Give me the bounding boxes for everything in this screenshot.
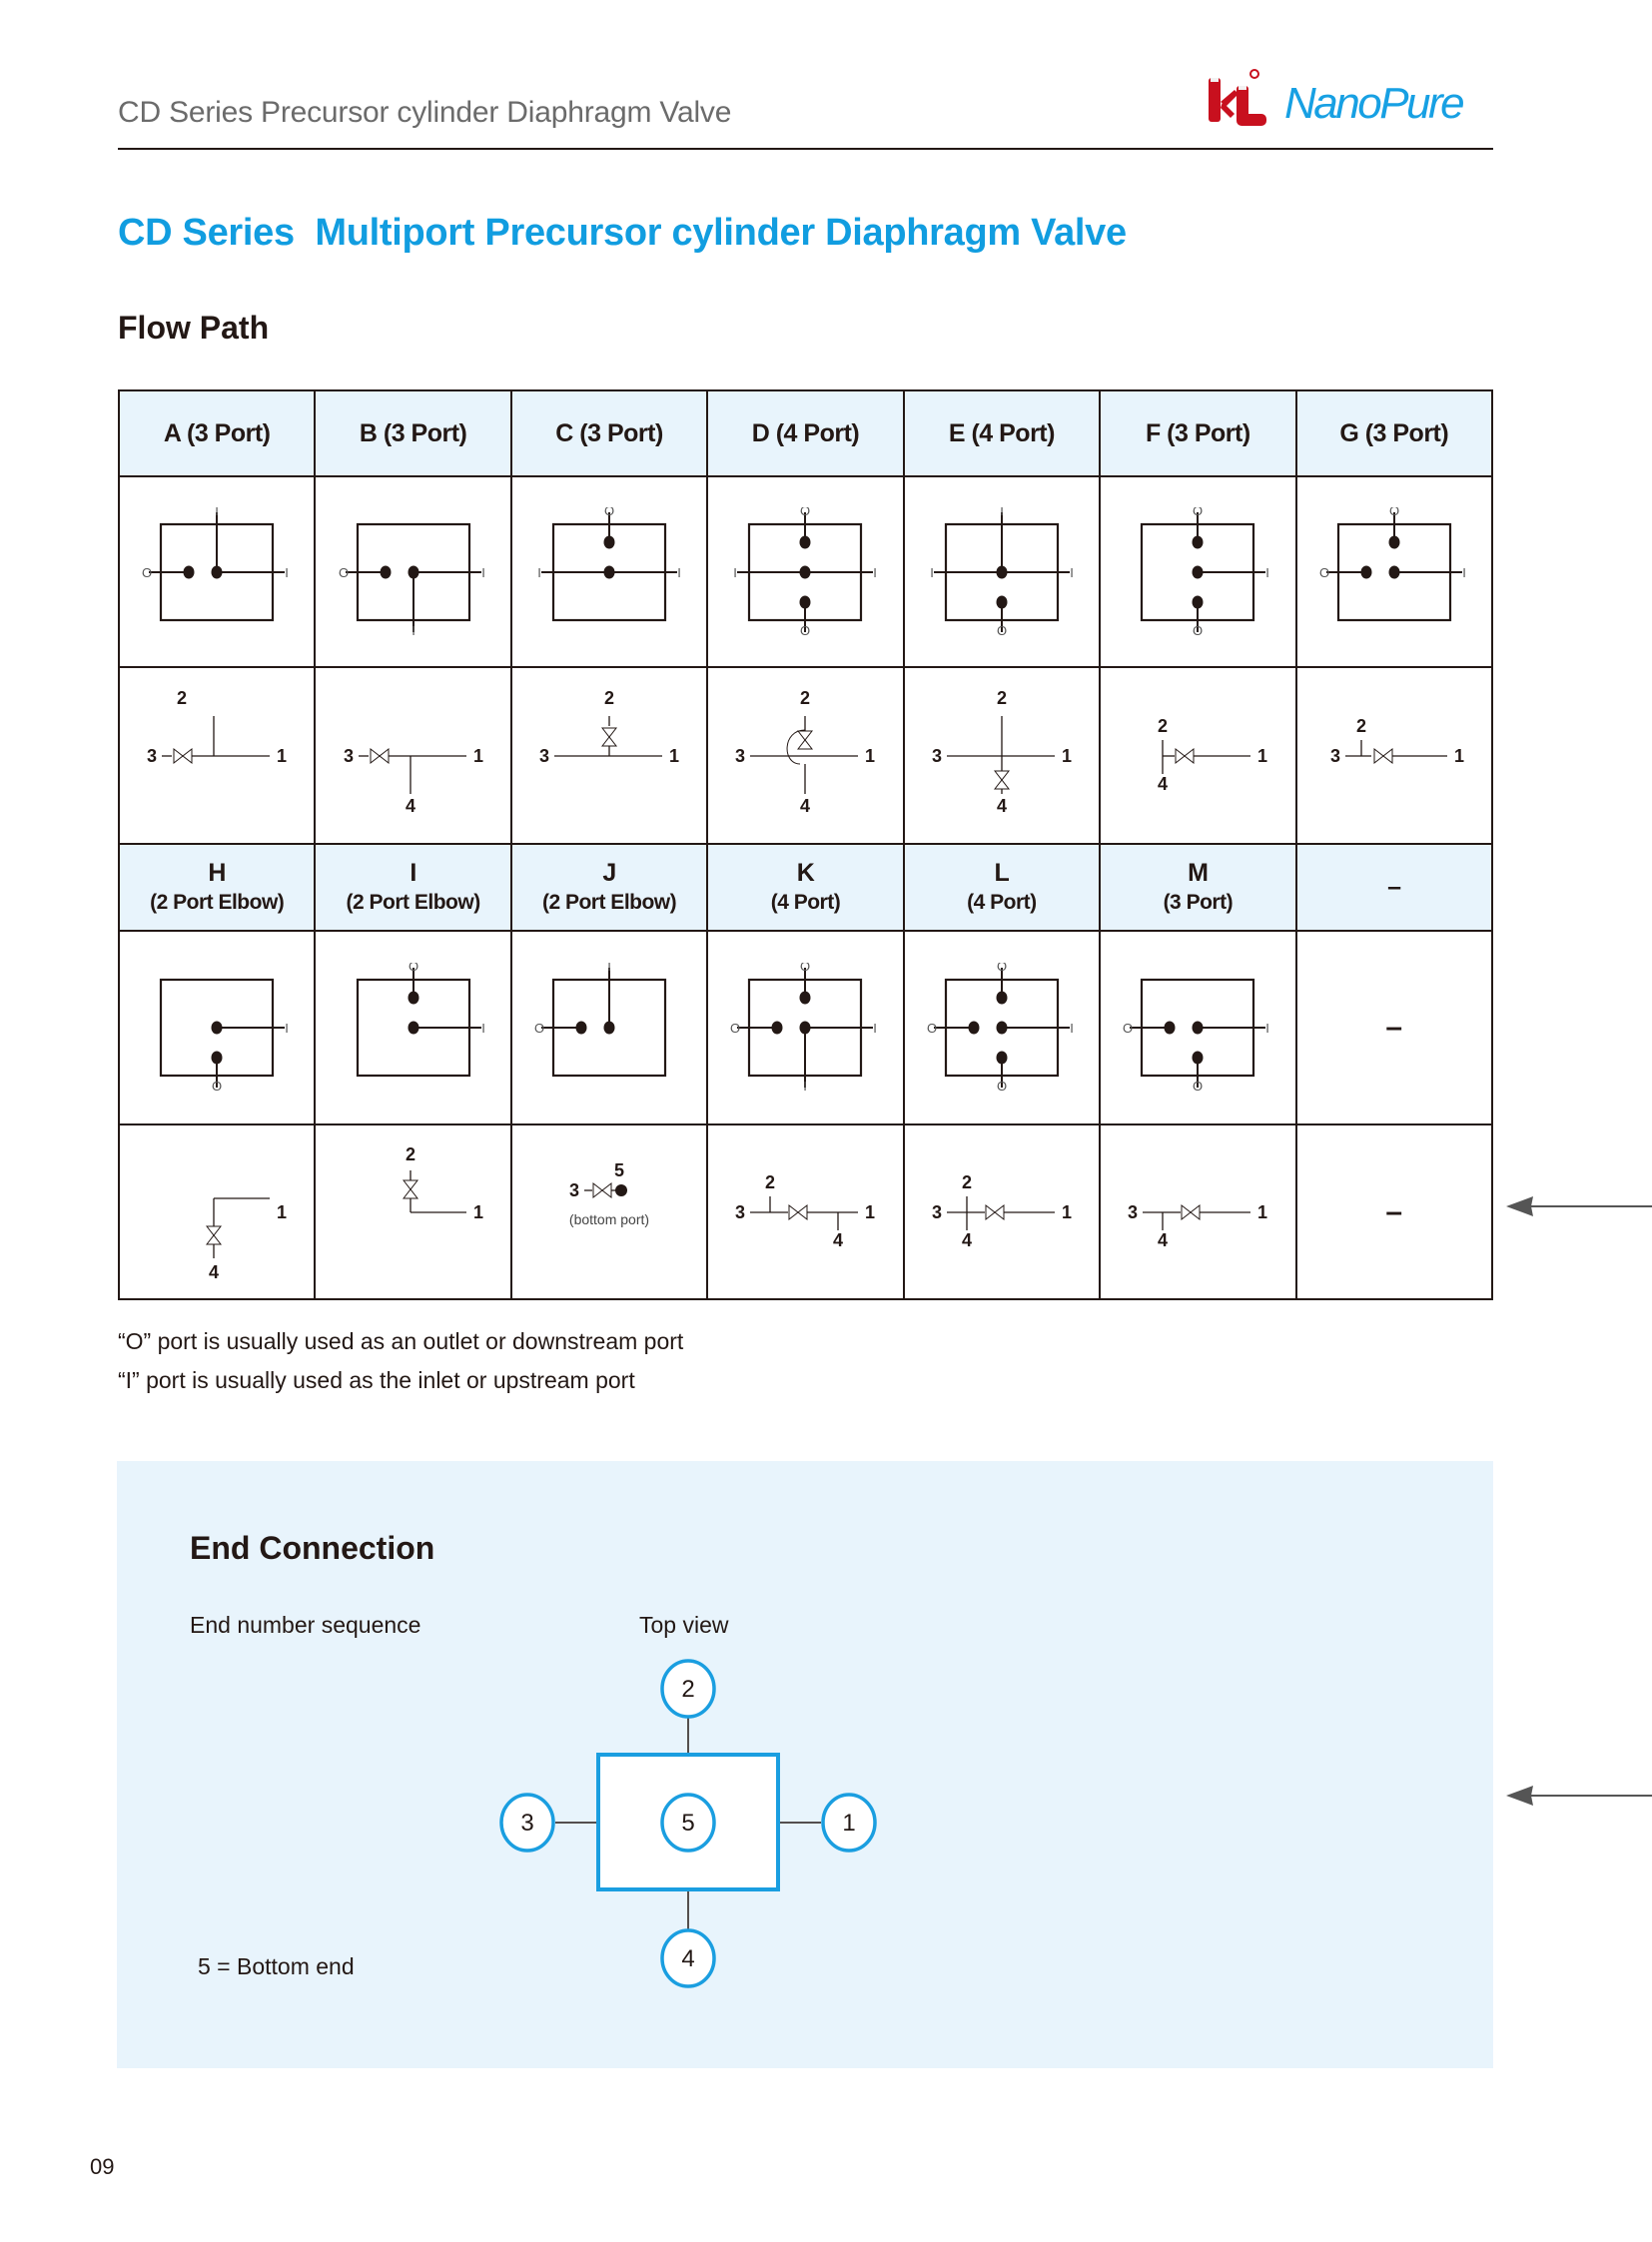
port-dot-icon [800, 535, 811, 548]
flow-schematic-symbol [710, 676, 900, 836]
port-dot-icon [996, 1052, 1007, 1065]
svg-text:3: 3 [735, 1201, 746, 1222]
port-dot-icon [1193, 1052, 1204, 1065]
svg-text:O: O [1318, 564, 1329, 580]
flow-type-header [511, 844, 707, 931]
flow-schematic-symbol [907, 1132, 1097, 1292]
svg-text:4: 4 [405, 795, 415, 816]
port-dot-icon [212, 1022, 223, 1035]
svg-text:4: 4 [961, 1229, 972, 1250]
port-dot-icon [212, 565, 223, 578]
left-arrow-icon [1503, 1784, 1652, 1808]
svg-text:3: 3 [735, 745, 746, 766]
flow-symbol-cell [119, 667, 315, 844]
svg-text:I: I [930, 564, 934, 580]
flow-type-code: – [1387, 873, 1401, 901]
port-layout-cell [511, 931, 707, 1124]
port-layout-cell [119, 476, 315, 667]
port-layout-diagram [142, 507, 292, 637]
flow-symbol-cell [315, 1124, 510, 1299]
flow-type-code: B (3 Port) [359, 418, 467, 447]
svg-text:4: 4 [209, 1261, 220, 1282]
port-dot-icon [1165, 1022, 1176, 1035]
port-dot-icon [800, 992, 811, 1005]
flow-symbol-row [119, 1124, 1492, 1299]
flow-path-title: Flow Path [118, 310, 270, 346]
svg-text:3: 3 [931, 1201, 942, 1222]
port-dot-icon [996, 595, 1007, 608]
end-port-bottom [662, 1930, 714, 1986]
svg-text:2: 2 [996, 687, 1007, 708]
flow-type-code: H [208, 858, 226, 887]
svg-text:1: 1 [669, 745, 680, 766]
svg-text:2: 2 [405, 1143, 415, 1164]
flow-type-header [904, 390, 1100, 476]
running-header-title: CD Series Precursor cylinder Diaphragm Valve [118, 96, 732, 129]
svg-text:O: O [212, 1079, 223, 1093]
svg-text:I: I [803, 1079, 808, 1093]
svg-text:O: O [1193, 1079, 1204, 1093]
svg-text:3: 3 [1128, 1201, 1139, 1222]
svg-text:O: O [1388, 506, 1399, 518]
end-number-sequence-label: End number sequence [190, 1612, 421, 1638]
end-number-diagram [479, 1638, 899, 1997]
flow-type-code: L [994, 858, 1010, 887]
port-layout-diagram [927, 963, 1077, 1093]
svg-text:1: 1 [277, 1201, 288, 1222]
company-logo [1205, 68, 1496, 134]
flow-type-code: A (3 Port) [163, 418, 271, 447]
svg-text:I: I [285, 564, 290, 580]
flow-symbol-cell [511, 667, 707, 844]
port-layout-diagram [534, 963, 684, 1093]
port-layout-diagram [730, 963, 880, 1093]
svg-text:4: 4 [1158, 1229, 1169, 1250]
svg-text:I: I [1265, 1021, 1270, 1036]
port-dot-icon [604, 535, 615, 548]
svg-text:4: 4 [833, 1229, 844, 1250]
flow-type-code: F (3 Port) [1145, 418, 1250, 447]
svg-text:2: 2 [604, 687, 615, 708]
svg-text:O: O [800, 963, 811, 974]
note-o-port: “O” port is usually used as an outlet or downstream port [118, 1328, 684, 1354]
svg-text:I: I [873, 1021, 878, 1036]
port-layout-cell [707, 931, 903, 1124]
svg-text:I: I [733, 564, 738, 580]
port-dot-icon [1193, 535, 1204, 548]
svg-text:I: I [480, 1021, 485, 1036]
svg-text:I: I [1070, 1021, 1074, 1036]
flow-symbol-cell [1100, 1124, 1295, 1299]
svg-text:1: 1 [865, 1201, 876, 1222]
port-layout-diagram [927, 507, 1077, 637]
svg-text:O: O [408, 963, 418, 974]
port-layout-diagram [142, 963, 292, 1093]
port-layout-diagram [730, 507, 880, 637]
svg-text:5: 5 [614, 1159, 625, 1180]
flow-type-header [119, 844, 315, 931]
svg-text:O: O [730, 1021, 741, 1036]
end-port-left [501, 1795, 553, 1851]
svg-text:2: 2 [1158, 715, 1169, 736]
flow-symbol-cell [315, 667, 510, 844]
flow-type-code: D (4 Port) [751, 418, 860, 447]
svg-text:2: 2 [177, 687, 188, 708]
svg-text:O: O [603, 506, 615, 518]
svg-text:1: 1 [1061, 745, 1072, 766]
svg-text:O: O [1193, 622, 1204, 637]
flow-type-code: K [796, 858, 815, 887]
flow-symbol-row [119, 667, 1492, 844]
svg-text:4: 4 [1158, 773, 1169, 794]
port-dot-icon [1193, 565, 1204, 578]
flow-type-header [119, 390, 315, 476]
flow-type-header [707, 390, 903, 476]
svg-text:3: 3 [931, 745, 942, 766]
port-dot-icon [1193, 1022, 1204, 1035]
flow-type-code: G (3 Port) [1339, 418, 1449, 447]
svg-text:1: 1 [1453, 745, 1464, 766]
svg-text:O: O [1193, 506, 1204, 518]
port-dot-icon [800, 595, 811, 608]
svg-text:2: 2 [681, 1676, 695, 1703]
left-arrow-icon [1503, 1194, 1652, 1218]
svg-text:O: O [338, 564, 349, 580]
svg-text:3: 3 [539, 745, 550, 766]
svg-text:2: 2 [765, 1171, 776, 1192]
flow-type-header-row [119, 844, 1492, 931]
flow-type-header [315, 844, 510, 931]
port-layout-diagram [1123, 963, 1272, 1093]
svg-text:5: 5 [681, 1810, 695, 1837]
port-dot-icon [1388, 565, 1399, 578]
logo-wordmark: NanoPure [1284, 79, 1463, 128]
flow-type-code: I [410, 858, 416, 887]
svg-text:O: O [800, 506, 811, 518]
svg-text:O: O [800, 622, 811, 637]
flow-schematic-symbol [1299, 676, 1489, 836]
flow-type-header [1296, 390, 1492, 476]
svg-text:2: 2 [1355, 715, 1366, 736]
svg-text:2: 2 [800, 687, 811, 708]
flow-type-code: E (4 Port) [948, 418, 1055, 447]
svg-text:1: 1 [277, 745, 288, 766]
port-dot-icon [212, 1052, 223, 1065]
header-divider [118, 148, 1493, 150]
top-view-label: Top view [639, 1612, 729, 1638]
port-dot-icon [968, 1022, 979, 1035]
port-dot-icon [1360, 565, 1371, 578]
svg-text:I: I [1461, 564, 1466, 580]
flow-type-port-count: (2 Port Elbow) [541, 890, 677, 914]
port-dot-icon [996, 565, 1007, 578]
port-dot-icon [604, 1022, 615, 1035]
flow-path-table [118, 389, 1493, 1300]
port-dot-icon [800, 1022, 811, 1035]
port-dot-icon [184, 565, 195, 578]
port-layout-cell [1100, 476, 1295, 667]
svg-text:O: O [996, 1079, 1007, 1093]
port-layout-cell [1296, 476, 1492, 667]
port-layout-cell [1100, 931, 1295, 1124]
port-dot-icon [996, 1022, 1007, 1035]
flow-schematic-symbol [710, 1132, 900, 1292]
svg-text:1: 1 [1257, 745, 1268, 766]
port-dot-icon [1193, 595, 1204, 608]
flow-type-port-count: (2 Port Elbow) [150, 890, 285, 914]
flow-type-code: M [1188, 858, 1209, 887]
kl-logo-icon [1205, 68, 1284, 134]
svg-text:I: I [1000, 506, 1004, 518]
flow-schematic-symbol [1103, 1132, 1292, 1292]
port-dot-icon [772, 1022, 783, 1035]
flow-schematic-symbol [1103, 676, 1292, 836]
svg-text:I: I [480, 564, 485, 580]
svg-text:4: 4 [800, 795, 811, 816]
port-dot-icon [604, 565, 615, 578]
port-layout-cell [119, 931, 315, 1124]
bottom-end-note: 5 = Bottom end [198, 1953, 355, 1979]
page-number: 09 [90, 2154, 115, 2179]
flow-symbol-cell: – [1296, 1124, 1492, 1299]
port-dot-icon [408, 1022, 418, 1035]
port-dot-icon [800, 565, 811, 578]
svg-text:I: I [873, 564, 878, 580]
svg-text:1: 1 [472, 745, 483, 766]
svg-text:3: 3 [1329, 745, 1340, 766]
svg-text:I: I [411, 622, 415, 637]
svg-text:O: O [926, 1021, 937, 1036]
flow-type-port-count: (4 Port) [770, 890, 841, 914]
svg-text:I: I [285, 1021, 290, 1036]
svg-text:1: 1 [865, 745, 876, 766]
port-layout-cell [315, 476, 510, 667]
port-layout-row [119, 476, 1492, 667]
flow-schematic-symbol [907, 676, 1097, 836]
port-dot-icon [1388, 535, 1399, 548]
flow-type-header [1296, 844, 1492, 931]
port-layout-diagram [534, 507, 684, 637]
port-layout-cell [315, 931, 510, 1124]
flow-type-header-row [119, 390, 1492, 476]
note-i-port: “I” port is usually used as the inlet or upstream port [118, 1367, 635, 1393]
flow-type-code: C (3 Port) [555, 418, 663, 447]
flow-type-header [904, 844, 1100, 931]
end-port-right [823, 1795, 875, 1851]
port-layout-row [119, 931, 1492, 1124]
svg-text:4: 4 [681, 1945, 695, 1972]
svg-text:I: I [215, 506, 220, 518]
flow-type-port-count: (4 Port) [967, 890, 1037, 914]
port-layout-cell [904, 476, 1100, 667]
flow-symbol-cell [1296, 667, 1492, 844]
port-layout-cell: – [1296, 931, 1492, 1124]
svg-text:4: 4 [996, 795, 1007, 816]
flow-schematic-symbol [122, 676, 312, 836]
svg-text:I: I [607, 963, 611, 974]
flow-schematic-symbol [319, 1132, 508, 1292]
flow-symbol-cell [1100, 667, 1295, 844]
svg-text:I: I [537, 564, 541, 580]
page-title: CD Series Multiport Precursor cylinder Diaphragm Valve [118, 212, 1127, 254]
flow-schematic-symbol [122, 1132, 312, 1292]
svg-text:1: 1 [1257, 1201, 1268, 1222]
svg-text:3: 3 [147, 745, 158, 766]
svg-text:3: 3 [569, 1179, 580, 1200]
svg-text:1: 1 [1061, 1201, 1072, 1222]
svg-text:1: 1 [472, 1201, 483, 1222]
svg-text:3: 3 [520, 1810, 534, 1837]
port-layout-diagram [339, 963, 488, 1093]
svg-text:O: O [534, 1021, 545, 1036]
flow-type-header [1100, 390, 1295, 476]
flow-schematic-symbol [514, 1132, 704, 1292]
svg-text:3: 3 [343, 745, 354, 766]
svg-text:I: I [677, 564, 681, 580]
flow-symbol-cell [511, 1124, 707, 1299]
port-dot-icon [408, 565, 418, 578]
port-dot-icon [380, 565, 391, 578]
port-layout-diagram [339, 507, 488, 637]
flow-type-code: J [602, 858, 616, 887]
svg-text:O: O [1123, 1021, 1134, 1036]
flow-type-header [511, 390, 707, 476]
port-dot-icon [996, 992, 1007, 1005]
flow-symbol-cell [119, 1124, 315, 1299]
flow-symbol-cell [707, 1124, 903, 1299]
flow-schematic-symbol [514, 676, 704, 836]
end-port-center [662, 1795, 714, 1851]
flow-type-port-count: (2 Port Elbow) [346, 890, 480, 914]
svg-text:I: I [1265, 564, 1270, 580]
port-dot-icon [576, 1022, 587, 1035]
flow-type-header [1100, 844, 1295, 931]
port-layout-diagram [1319, 507, 1469, 637]
flow-type-header [315, 390, 510, 476]
port-layout-cell [904, 931, 1100, 1124]
svg-text:2: 2 [961, 1171, 972, 1192]
port-dot-icon [408, 992, 418, 1005]
flow-symbol-cell [904, 667, 1100, 844]
svg-text:O: O [142, 564, 153, 580]
flow-type-header [707, 844, 903, 931]
svg-text:O: O [996, 622, 1007, 637]
flow-schematic-symbol [319, 676, 508, 836]
flow-type-port-count: (3 Port) [1163, 890, 1234, 914]
svg-text:I: I [1070, 564, 1074, 580]
flow-symbol-cell [707, 667, 903, 844]
flow-symbol-cell [904, 1124, 1100, 1299]
port-layout-diagram [1123, 507, 1272, 637]
bottom-port-caption: (bottom port) [568, 1210, 650, 1227]
svg-text:1: 1 [842, 1810, 856, 1837]
end-connection-title: End Connection [190, 1530, 435, 1566]
port-layout-cell [707, 476, 903, 667]
end-port-top [662, 1661, 714, 1717]
port-layout-cell [511, 476, 707, 667]
svg-text:O: O [996, 963, 1007, 974]
